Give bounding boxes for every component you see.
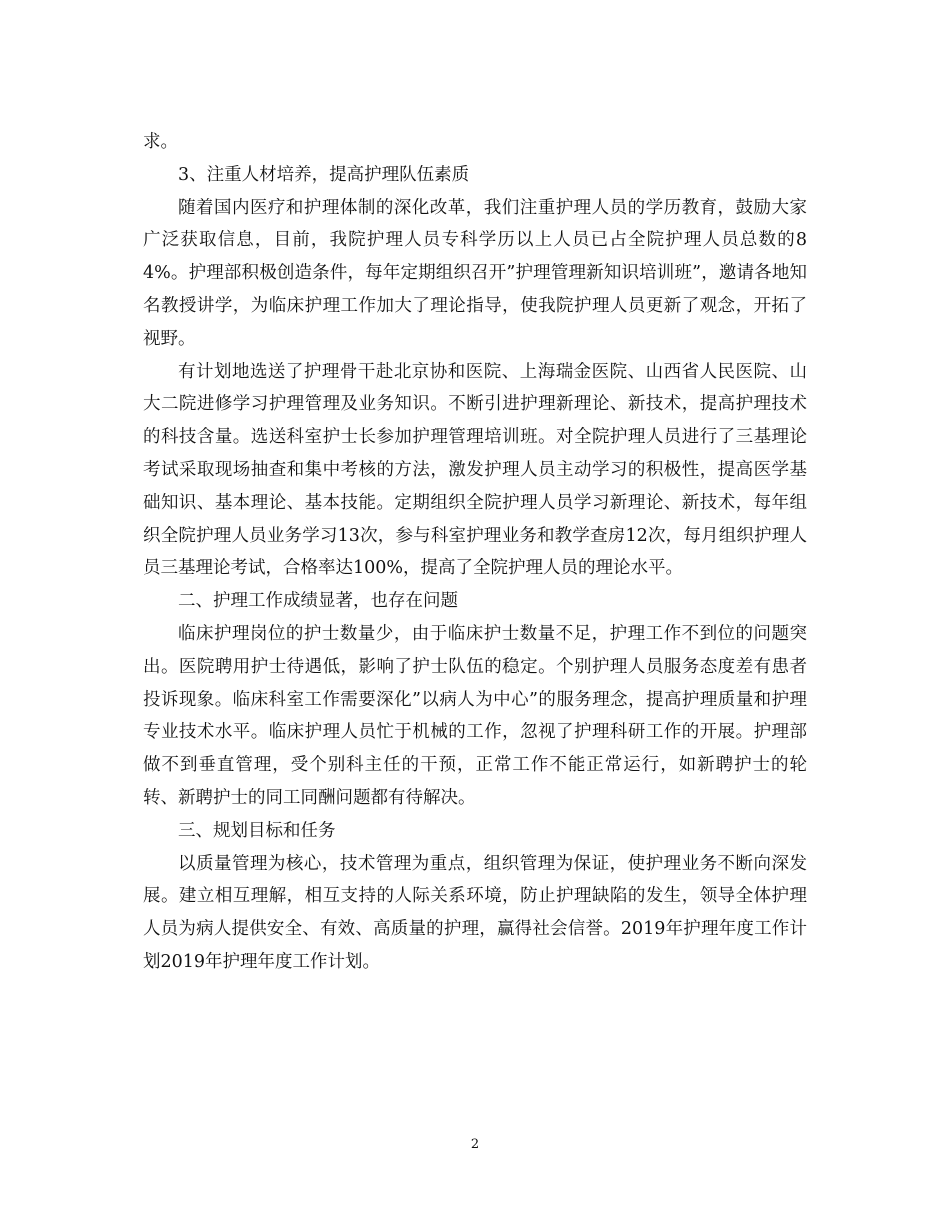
paragraph-goals: 以质量管理为核心，技术管理为重点，组织管理为保证，使护理业务不断向深发展。建立相互理解，相互支持的人际关系环境，防止护理缺陷的发生，领导全体护理人员为病人提供安全、有效、高质量的护理，赢得社会信誉。2019年护理年度工作计划2019年护理年度工作计划。 bbox=[143, 853, 807, 972]
section-heading-goals: 三、规划目标和任务 bbox=[178, 820, 336, 841]
page-number: 2 bbox=[470, 1137, 480, 1152]
paragraph-problems: 临床护理岗位的护士数量少，由于临床护士数量不足，护理工作不到位的问题突出。医院聘用护士待遇低，影响了护士队伍的稳定。个别护理人员服务态度差有患者投诉现象。临床科室工作需要深化”以病人为中心”的服务理念，提高护理质量和护理专业技术水平。临床护理人员忙于机械的工作，忽视了护理科研工作的开展。护理部做不到垂直管理，受个别科主任的干预，正常工作不能正常运行，如新聘护士的轮转、新聘护士的同工同酬问题都有待解决。 bbox=[143, 623, 807, 808]
section-heading-talent-training: 3、注重人材培养，提高护理队伍素质 bbox=[178, 164, 470, 185]
document-body bbox=[143, 126, 807, 979]
section-heading-achievements: 二、护理工作成绩显著，也存在问题 bbox=[178, 591, 458, 612]
paragraph-continuation: 求。 bbox=[143, 132, 178, 152]
paragraph-training-program: 有计划地选送了护理骨干赴北京协和医院、上海瑞金医院、山西省人民医院、山大二院进修学习护理管理及业务知识。不断引进护理新理论、新技术，提高护理技术的科技含量。选送科室护士长参加护理管理培训班。对全院护理人员进行了三基理论考试采取现场抽查和集中考核的方法，激发护理人员主动学习的积极性，提高医学基础知识、基本理论、基本技能。定期组织全院护理人员学习新理论、新技术，每年组织全院护理人员业务学习13次，参与科室护理业务和教学查房12次，每月组织护理人员三基理论考试，合格率达100%，提高了全院护理人员的理论水平。 bbox=[143, 361, 807, 579]
paragraph-education: 随着国内医疗和护理体制的深化改革，我们注重护理人员的学历教育，鼓励大家广泛获取信息，目前，我院护理人员专科学历以上人员已占全院护理人员总数的84%。护理部积极创造条件，每年定期组织召开”护理管理新知识培训班”，邀请各地知名教授讲学，为临床护理工作加大了理论指导，使我院护理人员更新了观念，开拓了视野。 bbox=[143, 197, 807, 349]
